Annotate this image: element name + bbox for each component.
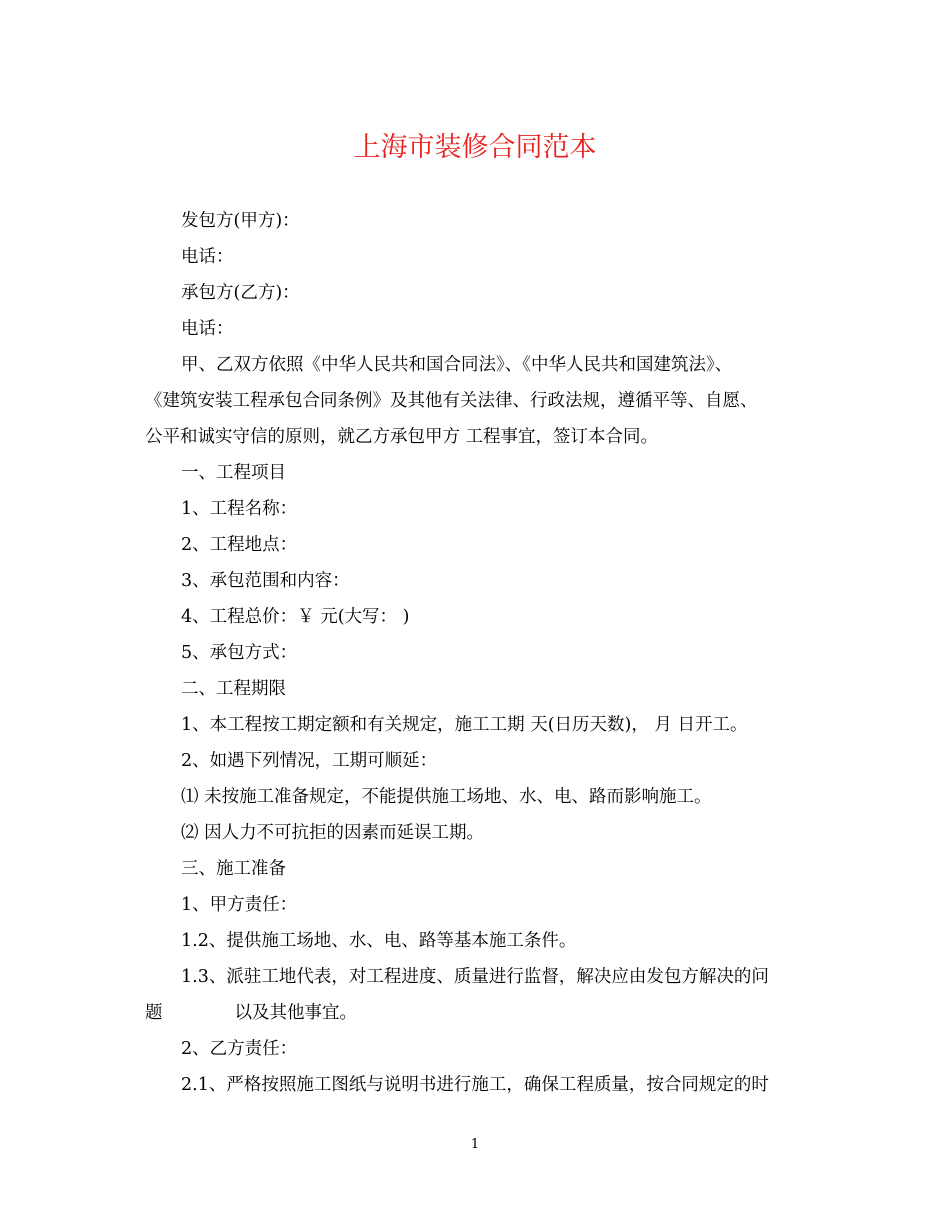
section-heading: 二、工程期限 (181, 679, 286, 699)
paragraph-line (145, 995, 805, 1031)
paragraph-line: 公平和诚实守信的原则，就乙方承包甲方 工程事宜，签订本合同。 (145, 427, 659, 447)
paragraph-line: 承包方(乙方)： (181, 283, 300, 303)
paragraph-line: 1.3、派驻工地代表，对工程进度、质量进行监督，解决应由发包方解决的问 (181, 967, 769, 987)
paragraph-line: 电话： (181, 247, 234, 267)
paragraph-line: 甲、乙双方依照《中华人民共和国合同法》、《中华人民共和国建筑法》、 (181, 355, 733, 375)
page-number: 1 (470, 1137, 480, 1152)
paragraph-line: 3、承包范围和内容： (181, 571, 350, 591)
paragraph-line: 2、工程地点： (181, 535, 298, 555)
paragraph-line: 1.2、提供施工场地、水、电、路等基本施工条件。 (181, 931, 577, 951)
paragraph-line: 2、乙方责任： (181, 1039, 298, 1059)
paragraph-line: 电话： (181, 319, 234, 339)
document-title: 上海市装修合同范本 (353, 132, 597, 163)
paragraph-line: 2、如遇下列情况，工期可顺延： (181, 751, 438, 771)
line-start: 题 (145, 1003, 163, 1023)
paragraph-line: 5、承包方式： (181, 643, 298, 663)
paragraph-line: 1、甲方责任： (181, 895, 298, 915)
paragraph-line: 1、工程名称： (181, 499, 298, 519)
paragraph-line: 4、工程总价：￥ 元(大写： ) (181, 607, 410, 627)
paragraph-line: 《建筑安装工程承包合同条例》及其他有关法律、行政法规，遵循平等、自愿、 (145, 391, 758, 411)
paragraph-line: 1、本工程按工期定额和有关规定，施工工期 天(日历天数)， 月 日开工。 (181, 715, 748, 735)
line-tail: 以及其他事宜。 (234, 1003, 357, 1023)
paragraph-line: ⑴ 未按施工准备规定，不能提供施工场地、水、电、路而影响施工。 (181, 787, 712, 807)
section-heading: 一、工程项目 (181, 463, 286, 483)
paragraph-line: ⑵ 因人力不可抗拒的因素而延误工期。 (181, 823, 485, 843)
section-heading: 三、施工准备 (181, 859, 286, 879)
document-body (145, 203, 805, 1103)
paragraph-line: 发包方(甲方)： (181, 211, 300, 231)
paragraph-line: 2.1、严格按照施工图纸与说明书进行施工，确保工程质量，按合同规定的时 (181, 1075, 769, 1095)
